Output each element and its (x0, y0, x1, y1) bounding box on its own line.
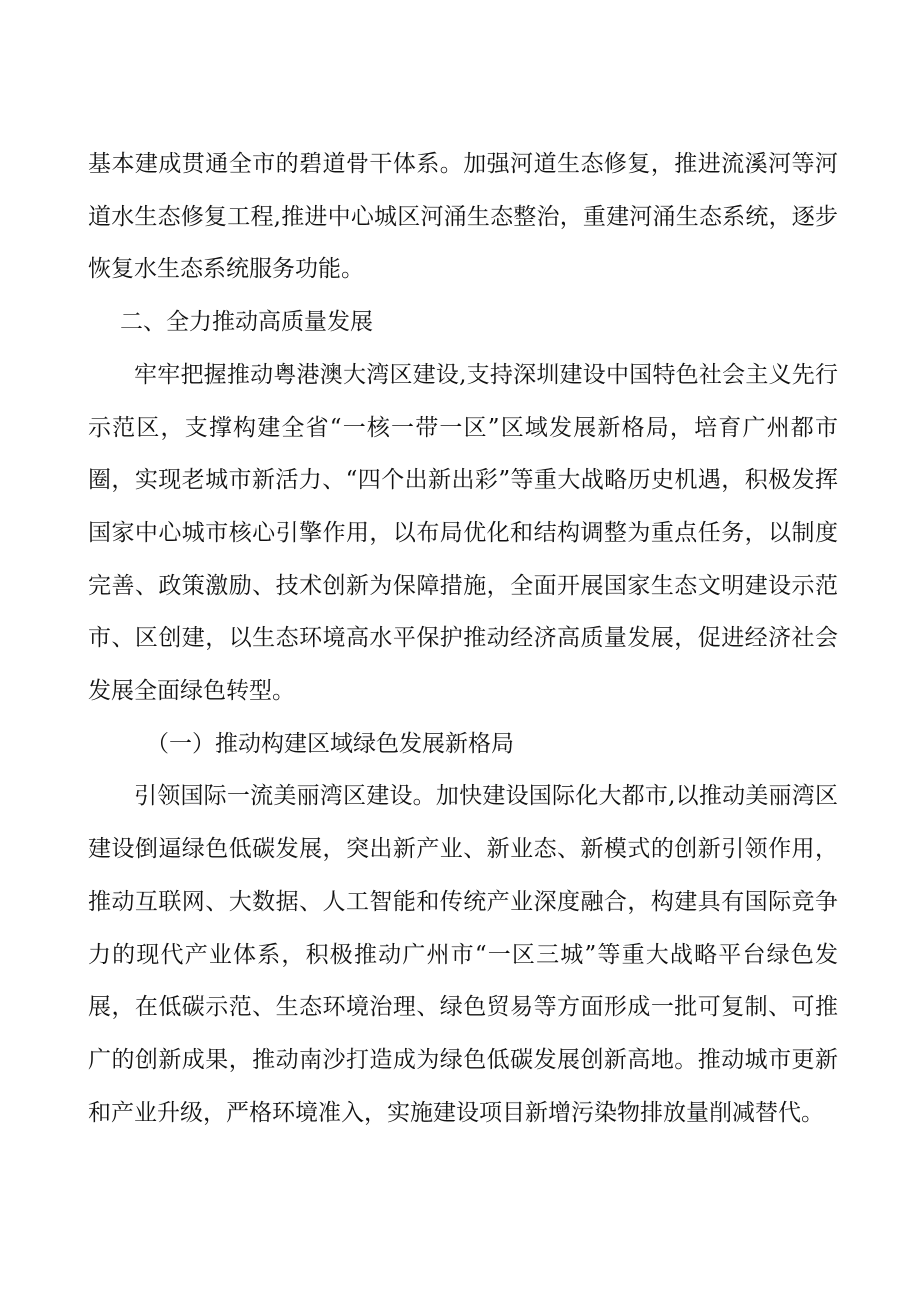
paragraph-high-quality-development: 牢牢把握推动粤港澳大湾区建设,支持深圳建设中国特色社会主义先行示范区，支撑构建全省“一核一带一区”区域发展新格局，培育广州都市圈，实现老城市新活力、“四个出新出彩”等重大战略历史机遇，积极发挥国家中心城市核心引擎作用，以布局优化和结构调整为重点任务，以制度完善、政策激励、技术创新为保障措施，全面开展国家生态文明建设示范市、区创建，以生态环境高水平保护推动经济高质量发展，促进经济社会发展全面绿色转型。 (88, 361, 838, 705)
document-body (88, 138, 838, 1139)
section-heading: 二、全力推动高质量发展 (120, 309, 373, 336)
paragraph-greenway: 基本建成贯通全市的碧道骨干体系。加强河道生态修复，推进流溪河等河道水生态修复工程,推进中心城区河涌生态整治，重建河涌生态系统，逐步恢复水生态系统服务功能。 (88, 151, 838, 283)
paragraph-bay-area: 引领国际一流美丽湾区建设。加快建设国际化大都市,以推动美丽湾区建设倒逼绿色低碳发展，突出新产业、新业态、新模式的创新引领作用，推动互联网、大数据、人工智能和传统产业深度融合，构建具有国际竞争力的现代产业体系，积极推动广州市“一区三城”等重大战略平台绿色发展，在低碳示范、生态环境治理、绿色贸易等方面形成一批可复制、可推广的创新成果，推动南沙打造成为绿色低碳发展创新高地。推动城市更新和产业升级，严格环境准入，实施建设项目新增污染物排放量削减替代。 (88, 783, 838, 1126)
subsection-heading: （一）推动构建区域绿色发展新格局 (146, 730, 514, 757)
